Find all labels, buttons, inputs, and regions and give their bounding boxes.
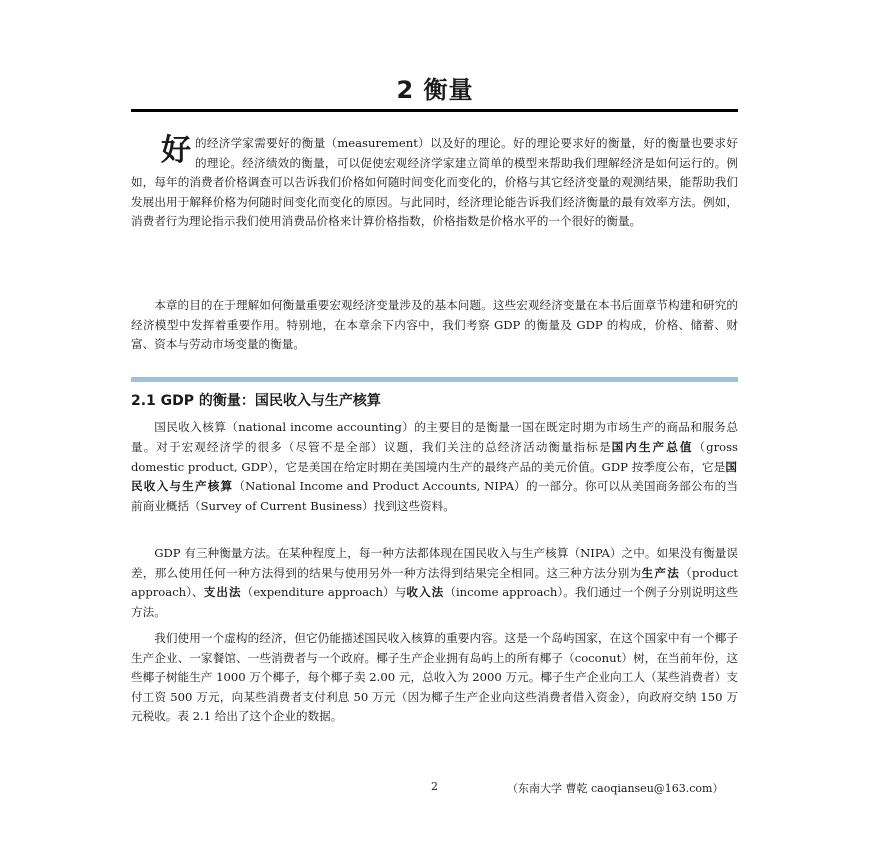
key-term-expenditure-approach: 支出法 xyxy=(203,585,242,599)
section-divider xyxy=(131,377,738,382)
paragraph-text: （National Income and Product Accounts, NIPA）的一部分。你可以从美国商务部公布的当前商业概括（Survey of Current Business）找到这些资料。 xyxy=(131,479,738,514)
intro-paragraph-2: 本章的目的在于理解如何衡量重要宏观经济变量涉及的基本问题。这些宏观经济变量在本书后面章节构建和研究的经济模型中发挥着重要作用。特别地，在本章余下内容中，我们考察 GDP 的衡量及 GDP 的构成，价格、储蓄、财富、资本与劳动市场变量的衡量。 xyxy=(131,298,738,351)
paragraph-text: （product approach）、 xyxy=(131,565,738,599)
intro-paragraph-1 xyxy=(131,134,738,232)
drop-cap: 好 xyxy=(161,133,191,168)
paragraph-text: （expenditure approach）与 xyxy=(241,585,407,599)
title-divider xyxy=(131,109,738,112)
section-paragraph-2 xyxy=(131,544,738,622)
chapter-title: 2 衡量 xyxy=(396,76,474,104)
paragraph-text: GDP 有三种衡量方法。在某种程度上，每一种方法都体现在国民收入与生产核算（NIPA）之中。如果没有衡量误差，那么使用任何一种方法得到的结果与使用另外一种方法得到结果完全相同。这三种方法分别为 xyxy=(131,546,738,580)
key-term-nipa: 国民收入与生产核算 xyxy=(131,459,738,494)
section-heading: 2.1 GDP 的衡量：国民收入与生产核算 xyxy=(131,393,381,409)
footer-credit: （东南大学 曹乾 caoqianseu@163.com） xyxy=(507,782,724,795)
page-number: 2 xyxy=(431,780,438,793)
paragraph-text: 国民收入核算（national income accounting）的主要目的是衡量一国在既定时期为市场生产的商品和服务总量。对于宏观经济学的很多（尽管不是全部）议题，我们关注的总经济活动衡量指标是 xyxy=(131,420,738,454)
paragraph-text: （gross domestic product, GDP），它是美国在给定时期在美国境内生产的最终产品的美元价值。GDP 按季度公布，它是 xyxy=(131,439,738,474)
key-term-gdp: 国内生产总值 xyxy=(611,439,694,454)
paragraph-text: （income approach）。我们通过一个例子分别说明这些方法。 xyxy=(131,585,738,619)
key-term-income-approach: 收入法 xyxy=(406,585,445,599)
section-paragraph-3: 我们使用一个虚构的经济，但它仍能描述国民收入核算的重要内容。这是一个岛屿国家，在这个国家中有一个椰子生产企业、一家餐馆、一些消费者与一个政府。椰子生产企业拥有岛屿上的所有椰子（coconut）树，在当前年份，这些椰子树能生产 1000 万个椰子，每个椰子卖 2.00 元，总收入为 2000 万元。椰子生产企业向工人（某些消费者）支付工资 500 万元，向某些消费者支付利息 50 万元（因为椰子生产企业向这些消费者借入资金），向政府交纳 150 万元税收。表 2.1 给出了这个企业的数据。 xyxy=(131,631,738,723)
intro-paragraph-1-text: 的经济学家需要好的衡量（measurement）以及好的理论。好的理论要求好的衡量，好的衡量也要求好的理论。经济绩效的衡量，可以促使宏观经济学家建立简单的模型来帮助我们理解经济是如何运行的。例如，每年的消费者价格调查可以告诉我们价格如何随时间变化而变化的，价格与其它经济变量的观测结果，能帮助我们发展出用于解释价格为何随时间变化而变化的原因。与此同时，经济理论能告诉我们经济衡量的最有效率方法。例如，消费者行为理论指示我们使用消费品价格来计算价格指数，价格指数是价格水平的一个很好的衡量。 xyxy=(131,136,738,228)
section-paragraph-1 xyxy=(131,418,738,517)
key-term-product-approach: 生产法 xyxy=(641,565,681,580)
